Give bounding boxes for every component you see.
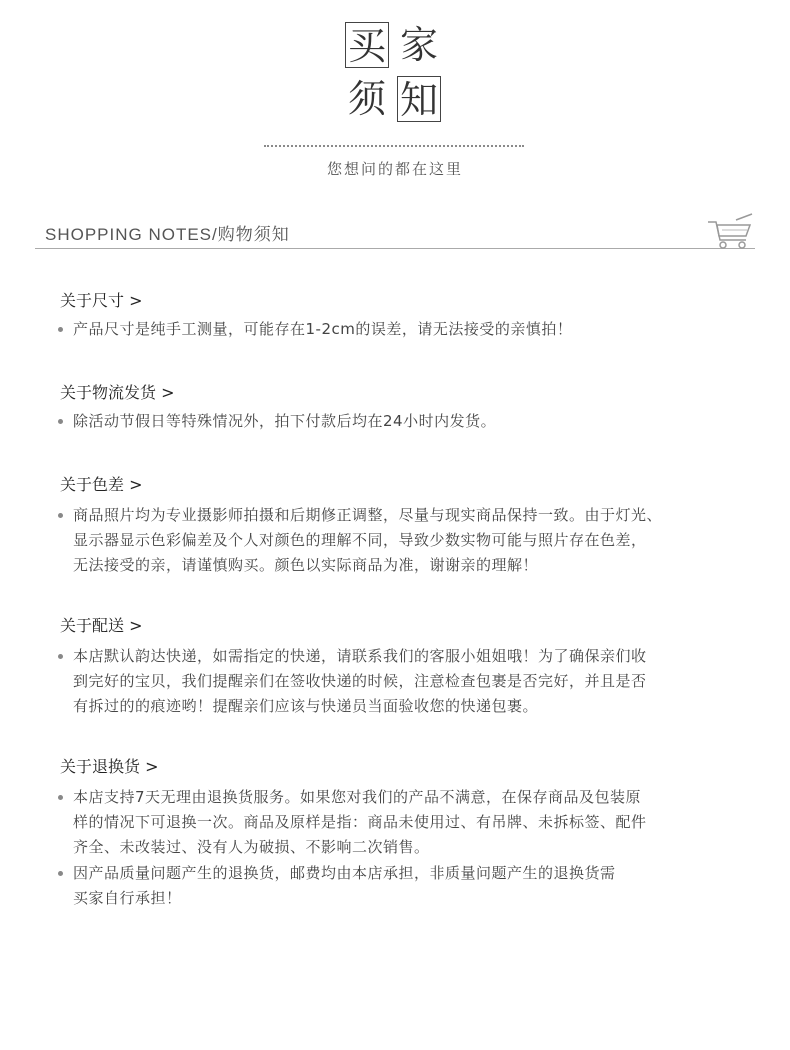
shopping-cart-icon	[706, 212, 754, 250]
note-line: 有拆过的的痕迹哟！提醒亲们应该与快递员当面验收您的快递包裹。	[73, 697, 539, 715]
dotted-divider	[264, 145, 524, 147]
note-line: 商品照片均为专业摄影师拍摄和后期修正调整，尽量与现实商品保持一致。由于灯光、	[73, 506, 663, 524]
note-line: 显示器显示色彩偏差及个人对颜色的理解不同，导致少数实物可能与照片存在色差，	[73, 531, 647, 549]
bullet-dot	[58, 419, 63, 424]
bullet-dot	[58, 654, 63, 659]
header-rule	[35, 248, 755, 249]
section-header: SHOPPING NOTES/购物须知	[45, 225, 290, 244]
note-line: 买家自行承担！	[73, 889, 182, 907]
note-line: 齐全、未改装过、没有人为破损、不影响二次销售。	[73, 838, 430, 856]
subtitle: 您想问的都在这里	[326, 160, 463, 178]
bullet-dot	[58, 513, 63, 518]
note-line: 产品尺寸是纯手工测量，可能存在1-2cm的误差，请无法接受的亲慎拍！	[73, 320, 573, 338]
note-heading: 关于物流发货 >	[60, 383, 175, 402]
note-line: 因产品质量问题产生的退换货，邮费均由本店承担，非质量问题产生的退换货需	[73, 864, 616, 882]
note-line: 本店默认韵达快递，如需指定的快递，请联系我们的客服小姐姐哦！为了确保亲们收	[73, 647, 647, 665]
bullet-dot	[58, 871, 63, 876]
note-heading: 关于配送 >	[60, 616, 143, 635]
bullet-dot	[58, 327, 63, 332]
title-char-mai: 买	[345, 22, 389, 68]
note-heading: 关于退换货 >	[60, 757, 159, 776]
note-line: 无法接受的亲，请谨慎购买。颜色以实际商品为准，谢谢亲的理解！	[73, 556, 539, 574]
title-char-jia: 家	[399, 23, 438, 67]
note-heading: 关于色差 >	[60, 475, 143, 494]
title-char-xu: 须	[347, 77, 386, 121]
note-line: 除活动节假日等特殊情况外，拍下付款后均在24小时内发货。	[73, 412, 497, 430]
note-line: 到完好的宝贝，我们提醒亲们在签收快递的时候，注意检查包裹是否完好，并且是否	[73, 672, 647, 690]
note-line: 本店支持7天无理由退换货服务。如果您对我们的产品不满意，在保存商品及包装原	[73, 788, 642, 806]
title-char-zhi: 知	[397, 76, 441, 122]
note-heading: 关于尺寸 >	[60, 291, 143, 310]
page-title	[345, 22, 445, 126]
note-line: 样的情况下可退换一次。商品及原样是指：商品未使用过、有吊牌、未拆标签、配件	[73, 813, 647, 831]
bullet-dot	[58, 795, 63, 800]
